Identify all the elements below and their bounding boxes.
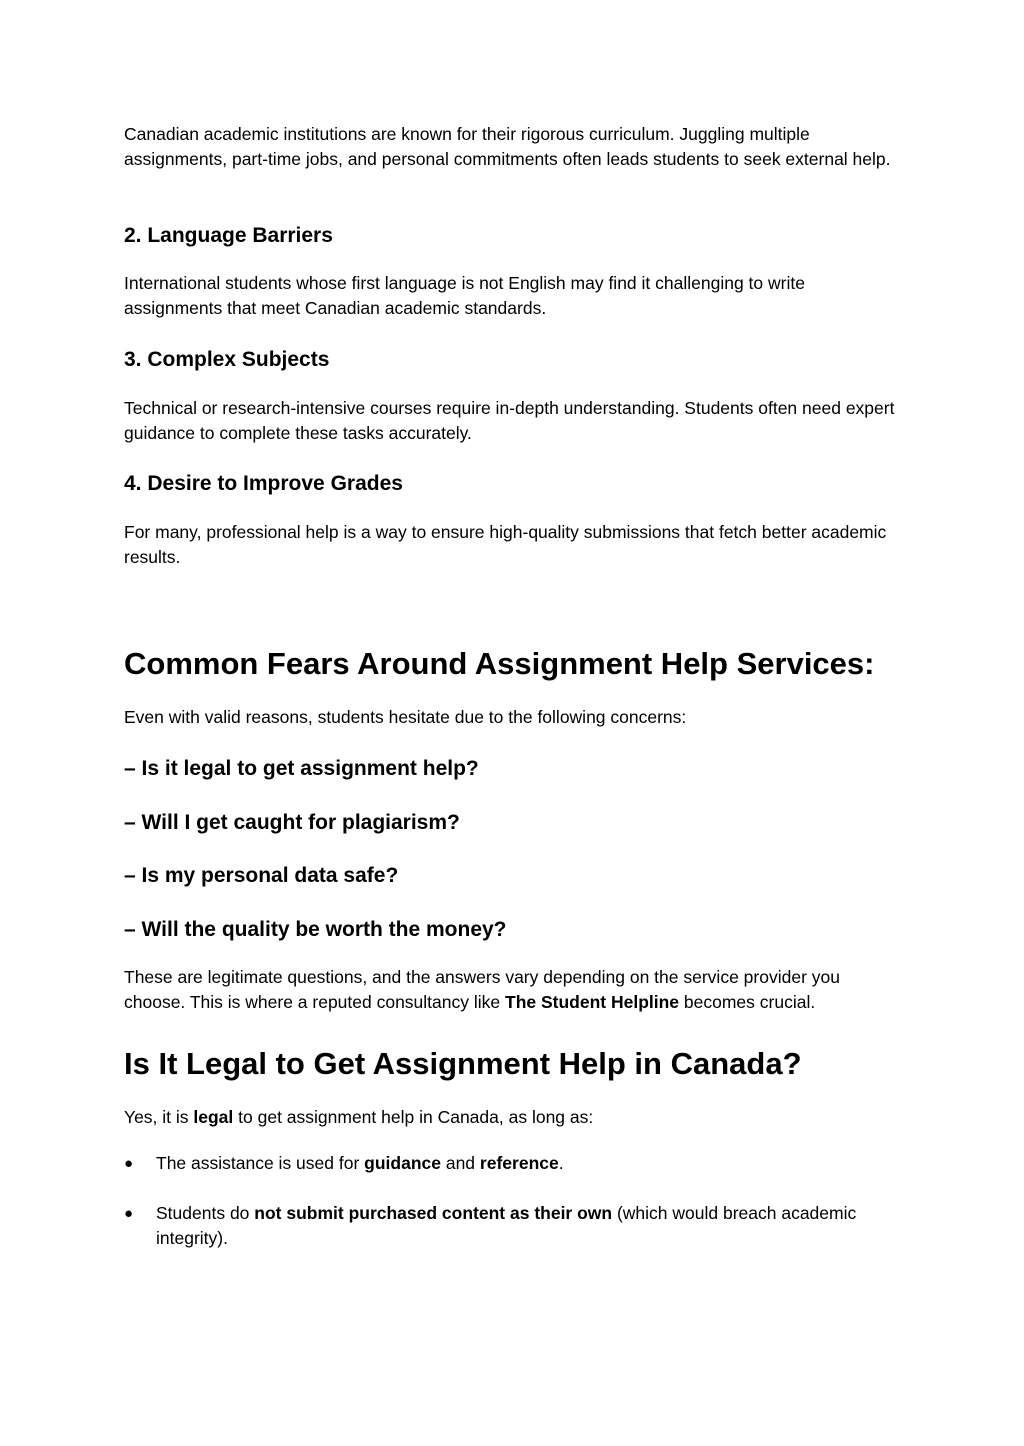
legal-bullet-bold: not submit purchased content as their own (254, 1203, 613, 1223)
legal-bullet-text: (which would breach academic integrity). (156, 1203, 857, 1248)
bullet-icon: ● (124, 1205, 134, 1222)
fears-intro: Even with valid reasons, students hesitate due to the following concerns: (124, 707, 687, 727)
reason-body-improve-grades: For many, professional help is a way to ensure high-quality submissions that fetch better academic results. (124, 522, 887, 567)
legal-bullet-item (124, 1151, 876, 1176)
legal-heading: Is It Legal to Get Assignment Help in Canada? (124, 1046, 802, 1081)
legal-bullet-bold: guidance (364, 1153, 441, 1173)
legal-bullet-item (124, 1201, 876, 1251)
legal-intro-bold: legal (193, 1107, 234, 1127)
legal-intro-text-2: to get assignment help in Canada, as long as: (233, 1107, 594, 1127)
fears-conclusion-text-1: These are legitimate questions, and the answers vary depending on the service provider you choose. This is where a reputed consultancy like (124, 967, 840, 1012)
legal-intro-text-1: Yes, it is (124, 1107, 194, 1127)
reason-heading-improve-grades: 4. Desire to Improve Grades (124, 472, 403, 495)
intro-paragraph: Canadian academic institutions are known for their rigorous curriculum. Juggling multiple assignments, part-time jobs, and personal commitments often leads students to seek external help. (124, 124, 891, 169)
bullet-icon: ● (124, 1155, 134, 1172)
legal-bullet-text: and (440, 1153, 480, 1173)
legal-intro (124, 1105, 904, 1130)
fear-question-data-safety: – Is my personal data safe? (124, 864, 399, 887)
reason-heading-complex-subjects: 3. Complex Subjects (124, 348, 330, 371)
fears-conclusion-text-2: becomes crucial. (679, 992, 816, 1012)
fear-question-plagiarism: – Will I get caught for plagiarism? (124, 811, 460, 834)
fear-question-quality: – Will the quality be worth the money? (124, 918, 507, 941)
reason-body-language-barriers: International students whose first language is not English may find it challenging to write assignments that meet Canadian academic standards. (124, 273, 805, 318)
reason-body-complex-subjects: Technical or research-intensive courses require in-depth understanding. Students often need expert guidance to complete these tasks accurately. (124, 398, 895, 443)
fears-heading: Common Fears Around Assignment Help Services: (124, 646, 875, 681)
reason-heading-language-barriers: 2. Language Barriers (124, 224, 333, 247)
legal-bullet-text: The assistance is used for (156, 1153, 365, 1173)
fear-question-legal: – Is it legal to get assignment help? (124, 757, 479, 780)
fears-conclusion-brand: The Student Helpline (505, 992, 680, 1012)
legal-bullet-text: . (558, 1153, 564, 1173)
legal-bullet-text: Students do (156, 1203, 255, 1223)
fears-conclusion (124, 965, 904, 1015)
legal-bullet-bold: reference (479, 1153, 559, 1173)
